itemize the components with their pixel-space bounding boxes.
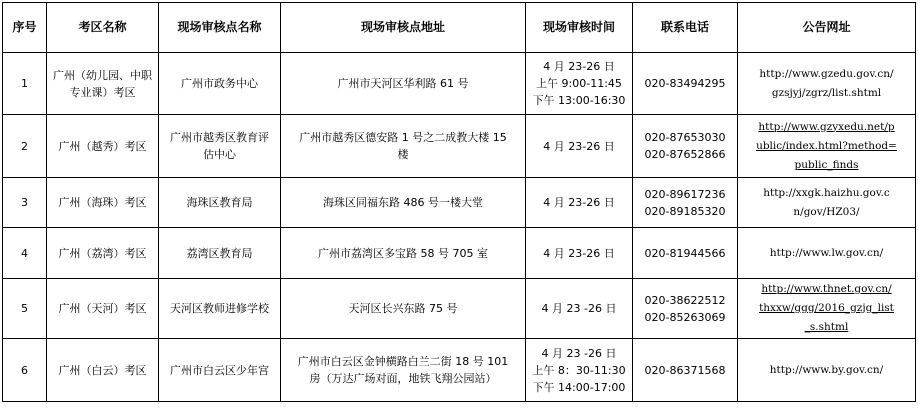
cell-site: 天河区教师进修学校 bbox=[159, 279, 281, 339]
header-time: 现场审核时间 bbox=[526, 3, 633, 53]
cell-phone: 020-87653030 020-87652866 bbox=[633, 115, 738, 178]
header-site: 现场审核点名称 bbox=[159, 3, 281, 53]
cell-no: 2 bbox=[3, 115, 47, 178]
cell-url: http://www.lw.gov.cn/ bbox=[738, 228, 916, 279]
cell-area: 广州（幼儿园、中职 专业课）考区 bbox=[47, 53, 159, 115]
exam-site-table bbox=[2, 2, 916, 402]
cell-time: 4 月 23-26 日 bbox=[526, 115, 633, 178]
cell-time: 4 月 23 -26 日 bbox=[526, 279, 633, 339]
cell-url-link[interactable]: http://www.gzyxedu.net/p ublic/index.html?method= public_finds bbox=[738, 115, 916, 178]
cell-address: 广州市天河区华利路 61 号 bbox=[281, 53, 526, 115]
cell-time: 4 月 23 -26 日 上午 8：30-11:30 下午 14:00-17:00 bbox=[526, 339, 633, 402]
cell-no: 6 bbox=[3, 339, 47, 402]
cell-time: 4 月 23-26 日 bbox=[526, 228, 633, 279]
cell-address: 海珠区同福东路 486 号一楼大堂 bbox=[281, 178, 526, 228]
cell-area: 广州（天河）考区 bbox=[47, 279, 159, 339]
cell-phone: 020-86371568 bbox=[633, 339, 738, 402]
cell-time: 4 月 23-26 日 上午 9:00-11:45 下午 13:00-16:30 bbox=[526, 53, 633, 115]
header-url: 公告网址 bbox=[738, 3, 916, 53]
cell-phone: 020-38622512 020-85263069 bbox=[633, 279, 738, 339]
cell-area: 广州（海珠）考区 bbox=[47, 178, 159, 228]
table-row bbox=[3, 279, 916, 339]
cell-phone: 020-89617236 020-89185320 bbox=[633, 178, 738, 228]
cell-site: 海珠区教育局 bbox=[159, 178, 281, 228]
cell-area: 广州（荔湾）考区 bbox=[47, 228, 159, 279]
cell-url: http://www.by.gov.cn/ bbox=[738, 339, 916, 402]
cell-address: 广州市荔湾区多宝路 58 号 705 室 bbox=[281, 228, 526, 279]
cell-area: 广州（白云）考区 bbox=[47, 339, 159, 402]
table-header-row bbox=[3, 3, 916, 53]
cell-address: 广州市白云区金钟横路白兰二街 18 号 101 房（万达广场对面，地铁飞翔公园站） bbox=[281, 339, 526, 402]
cell-no: 3 bbox=[3, 178, 47, 228]
cell-no: 1 bbox=[3, 53, 47, 115]
cell-area: 广州（越秀）考区 bbox=[47, 115, 159, 178]
cell-url: http://xxgk.haizhu.gov.c n/gov/HZ03/ bbox=[738, 178, 916, 228]
cell-site: 广州市政务中心 bbox=[159, 53, 281, 115]
table-row bbox=[3, 178, 916, 228]
cell-url: http://www.gzedu.gov.cn/ gzsjyj/zgrz/list.shtml bbox=[738, 53, 916, 115]
cell-site: 广州市白云区少年宫 bbox=[159, 339, 281, 402]
cell-time: 4 月 23-26 日 bbox=[526, 178, 633, 228]
cell-no: 5 bbox=[3, 279, 47, 339]
cell-address: 广州市越秀区德安路 1 号之二成教大楼 15 楼 bbox=[281, 115, 526, 178]
cell-phone: 020-81944566 bbox=[633, 228, 738, 279]
header-no: 序号 bbox=[3, 3, 47, 53]
cell-site: 广州市越秀区教育评 估中心 bbox=[159, 115, 281, 178]
header-area: 考区名称 bbox=[47, 3, 159, 53]
table-row bbox=[3, 339, 916, 402]
cell-address: 天河区长兴东路 75 号 bbox=[281, 279, 526, 339]
table-row bbox=[3, 53, 916, 115]
table-row bbox=[3, 115, 916, 178]
cell-url-link[interactable]: http://www.thnet.gov.cn/ thxxw/ggg/2016_gzjg_list _s.shtml bbox=[738, 279, 916, 339]
header-address: 现场审核点地址 bbox=[281, 3, 526, 53]
cell-phone: 020-83494295 bbox=[633, 53, 738, 115]
cell-no: 4 bbox=[3, 228, 47, 279]
header-phone: 联系电话 bbox=[633, 3, 738, 53]
cell-site: 荔湾区教育局 bbox=[159, 228, 281, 279]
table-row bbox=[3, 228, 916, 279]
